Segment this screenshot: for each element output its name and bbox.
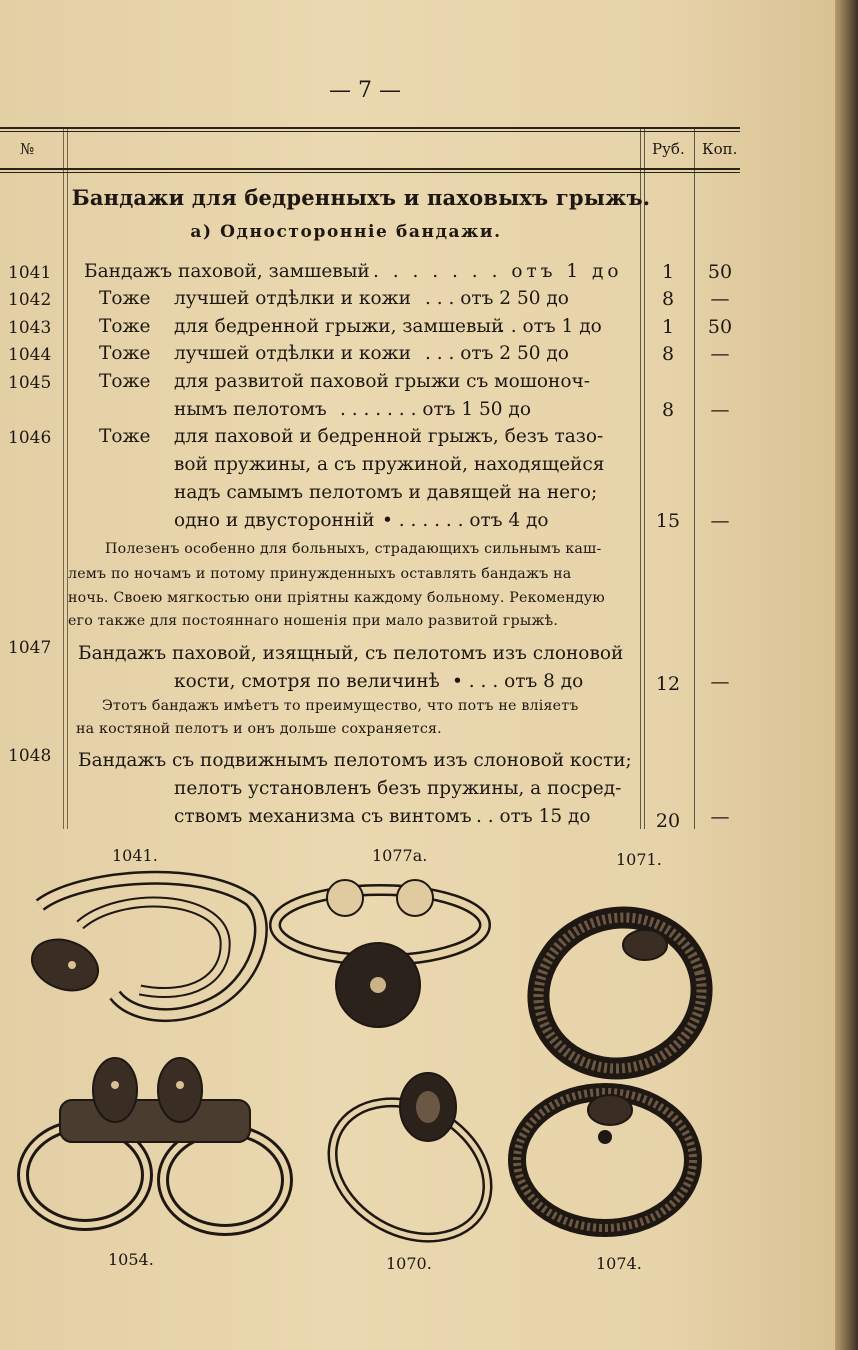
- price-kopecks: —: [710, 399, 730, 421]
- entry-note: Полезенъ особенно для больныхъ, страдающихъ сильнымъ каш-: [105, 541, 602, 557]
- entry-price-range: . . . . . . . отъ 1 до: [373, 261, 623, 282]
- header-kopecks: Коп.: [702, 140, 738, 158]
- entry-price-range: . . отъ 15 до: [476, 806, 591, 827]
- figure-label: 1077а.: [372, 846, 428, 865]
- section-title: Бандажи для бедренныхъ и паховыхъ грыжъ.: [71, 185, 651, 210]
- price-kopecks: —: [710, 806, 730, 828]
- rubles-column-divider: [640, 129, 641, 829]
- figure-label: 1074.: [596, 1254, 642, 1273]
- figure-label: 1041.: [112, 846, 158, 865]
- entry-price-range: . . . отъ 2 50 до: [425, 288, 569, 309]
- header-number: №: [20, 140, 35, 158]
- entry-text: нымъ пелотомъ: [174, 399, 327, 420]
- entry-text: для бедренной грыжи, замшевый: [174, 316, 504, 337]
- table-header-rule-thin: [0, 172, 740, 173]
- price-rubles: 8: [661, 399, 675, 421]
- entry-text: лучшей отдѣлки и кожи: [174, 288, 411, 309]
- kopecks-column-divider: [694, 129, 695, 829]
- entry-price-range: . . . . . . . отъ 1 50 до: [340, 399, 531, 420]
- price-rubles: 1: [661, 316, 675, 338]
- entry-note: его также для постояннаго ношенiя при мало развитой грыжѣ.: [68, 613, 559, 629]
- entry-number: 1042: [8, 290, 52, 310]
- entry-ditto: Тоже: [99, 288, 151, 309]
- header-rubles: Руб.: [652, 140, 685, 158]
- number-column-divider: [63, 129, 64, 829]
- entry-text: Бандажъ паховой, замшевый: [84, 261, 370, 282]
- table-top-rule: [0, 127, 740, 129]
- price-kopecks: 50: [707, 316, 733, 338]
- price-kopecks: —: [710, 288, 730, 310]
- entry-number: 1046: [8, 428, 52, 448]
- price-rubles: 20: [655, 810, 681, 832]
- entry-text: кости, смотря по величинѣ: [174, 671, 440, 692]
- entry-price-range: . . отъ 1 до: [499, 316, 602, 337]
- entry-note: на костяной пелотъ и онъ дольше сохраняется.: [76, 721, 442, 737]
- entry-note: Этотъ бандажъ имѣетъ то преимущество, что потъ не влiяетъ: [102, 698, 579, 714]
- entry-ditto: Тоже: [99, 316, 151, 337]
- entry-number: 1044: [8, 345, 52, 365]
- price-rubles: 8: [661, 288, 675, 310]
- price-rubles: 8: [661, 343, 675, 365]
- price-kopecks: —: [710, 671, 730, 693]
- truss-illustration-1071: [525, 905, 715, 1080]
- entry-text: для паховой и бедренной грыжъ, безъ тазо-: [174, 426, 604, 447]
- entry-text: вой пружины, а съ пружиной, находящейся: [174, 454, 605, 475]
- entry-ditto: Тоже: [99, 343, 151, 364]
- table-header-rule: [0, 168, 740, 170]
- entry-number: 1047: [8, 638, 52, 658]
- entry-text: ствомъ механизма съ винтомъ: [174, 806, 472, 827]
- entry-number: 1043: [8, 318, 52, 338]
- entry-note: ночь. Своею мягкостью они прiятны каждому больному. Рекомендую: [68, 590, 605, 606]
- figure-label: 1071.: [616, 850, 662, 869]
- truss-illustration-1041: [20, 865, 270, 1030]
- book-edge: [835, 0, 858, 1350]
- rubles-column-divider-2: [644, 129, 645, 829]
- price-kopecks: 50: [707, 261, 733, 283]
- entry-price-range: • . . . . . . отъ 4 до: [382, 510, 549, 531]
- section-subtitle: а) Односторонніе бандажи.: [190, 222, 502, 242]
- entry-text: пелотъ установленъ безъ пружины, а посред-: [174, 778, 622, 799]
- entry-ditto: Тоже: [99, 426, 151, 447]
- entry-text: одно и двустороннiй: [174, 510, 375, 531]
- price-rubles: 12: [655, 673, 681, 695]
- figure-label: 1070.: [386, 1254, 432, 1273]
- page-number: — 7 —: [329, 78, 401, 103]
- entry-note: лемъ по ночамъ и потому принужденныхъ оставлять бандажъ на: [68, 566, 572, 582]
- entry-text: надъ самымъ пелотомъ и давящей на него;: [174, 482, 598, 503]
- entry-text: Бандажъ паховой, изящный, съ пелотомъ изъ слоновой: [78, 643, 624, 664]
- truss-illustration-1074: [505, 1075, 705, 1240]
- entry-price-range: . . . отъ 2 50 до: [425, 343, 569, 364]
- entry-text: Бандажъ съ подвижнымъ пелотомъ изъ слоновой кости;: [78, 750, 632, 771]
- entry-price-range: • . . . отъ 8 до: [452, 671, 584, 692]
- table-top-rule-thin: [0, 131, 740, 132]
- figure-label: 1054.: [108, 1250, 154, 1269]
- price-kopecks: —: [710, 510, 730, 532]
- price-rubles: 1: [661, 261, 675, 283]
- entry-ditto: Тоже: [99, 371, 151, 392]
- truss-illustration-1070: [318, 1065, 508, 1245]
- truss-illustration-1054: [10, 1055, 300, 1240]
- entry-number: 1045: [8, 373, 52, 393]
- entry-text: лучшей отдѣлки и кожи: [174, 343, 411, 364]
- entry-text: для развитой паховой грыжи съ мошоноч-: [174, 371, 590, 392]
- entry-number: 1041: [8, 263, 52, 283]
- truss-illustration-1077a: [270, 870, 500, 1035]
- price-kopecks: —: [710, 343, 730, 365]
- entry-number: 1048: [8, 746, 52, 766]
- price-rubles: 15: [655, 510, 681, 532]
